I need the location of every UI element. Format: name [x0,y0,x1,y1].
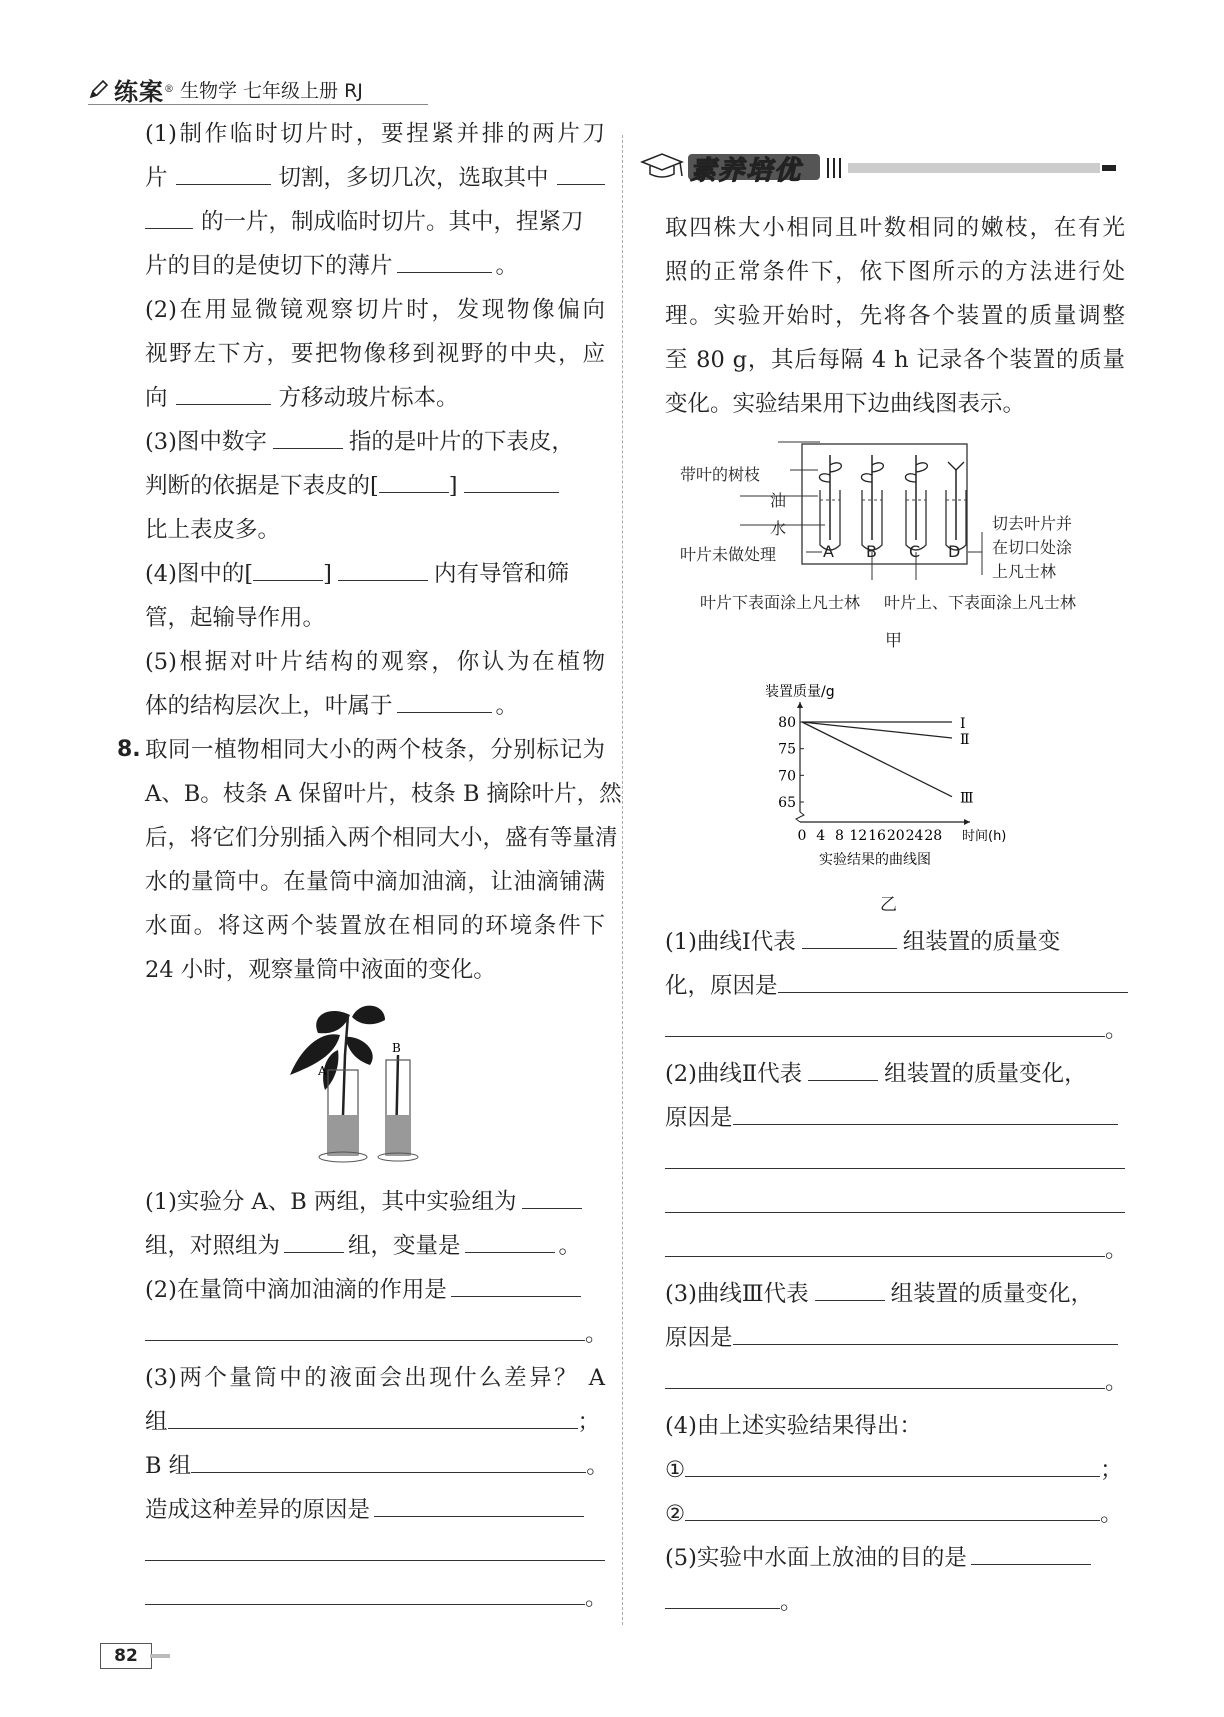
figure-caption-yi: 乙 [880,895,897,915]
header-rule [88,104,428,105]
x-axis-label: 时间(h) [962,829,1007,844]
answer-blank[interactable] [802,926,897,949]
q7-3-line1: (3)图中数字 指的是叶片的下表皮， [145,420,605,464]
answer-blank[interactable] [284,1230,344,1253]
q7-2-line3: 向 方移动玻片标本。 [145,376,605,420]
r2-line2: 原因是 [665,1096,1125,1140]
tube-c-label: C [909,542,921,561]
q7-1-line3: 的一片，制成临时切片。其中，捏紧刀 [145,200,605,244]
q7-3-line2: 判断的依据是下表皮的[ ] [145,464,605,508]
answer-blank[interactable] [665,1586,780,1609]
series-label: Ⅲ [960,790,974,807]
chart-title: 实验结果的曲线图 [819,852,931,868]
left-column [117,112,622,992]
q7-3-line3: 比上表皮多。 [145,517,281,543]
r2-line1: (2)曲线Ⅱ代表 组装置的质量变化， [665,1052,1125,1096]
r2-line5: 。 [665,1228,1125,1272]
r2-line4 [665,1184,1125,1228]
x-tick-label: 8 [835,828,844,844]
brand-name: 练案 [114,77,164,106]
answer-blank[interactable] [808,1058,878,1081]
label-d-treatment: 切去叶片并 在切口处涂 上凡士林 [992,514,1073,581]
answer-blank[interactable] [665,1366,1105,1389]
intro-line: 理。实验开始时，先将各个装置的质量调整 [665,303,1125,329]
label-oil: 油 [770,491,787,510]
r1-line1: (1)曲线Ⅰ代表 组装置的质量变 [665,920,1125,964]
answer-blank[interactable] [145,1582,585,1605]
intro-line: 取四株大小相同且叶数相同的嫩枝，在有光 [665,215,1125,241]
figure-jia [680,440,1120,655]
label-water: 水 [770,519,787,538]
label-untreated: 叶片未做处理 [680,545,777,564]
x-tick-label: 0 [797,828,807,844]
answer-blank[interactable] [815,1278,885,1301]
tube-b-label: B [866,542,877,561]
tube-d-label: D [948,542,961,561]
r1-line2: 化，原因是 [665,964,1125,1008]
q8-stem-line: 水的量筒中。在量筒中滴加油滴，让油滴铺满 [145,869,605,895]
intro-line: 变化。实验结果用下边曲线图表示。 [665,391,1026,417]
answer-blank[interactable] [397,250,492,273]
right-questions [665,920,1128,1624]
q8-3-line4: 造成这种差异的原因是 [145,1488,605,1532]
q8-subquestions [145,1180,609,1620]
r4-line2: ① ； [665,1448,1125,1492]
answer-blank[interactable] [971,1542,1091,1565]
q7-4-line1: (4)图中的[ ] 内有导管和筛 [145,552,605,596]
page-number: 82 [100,1643,152,1669]
column-divider [622,135,623,1625]
answer-blank[interactable] [176,382,271,405]
answer-blank[interactable] [145,1538,605,1561]
q8-3-line1: (3)两个量筒中的液面会出现什么差异？ A [145,1365,605,1391]
q8-3-line5 [145,1532,605,1576]
answer-blank[interactable] [464,470,559,493]
q8-3-line3: B 组 。 [145,1444,605,1488]
x-tick-label: 12 [849,828,868,844]
q8-1-line1: (1)实验分 A、B 两组，其中实验组为 [145,1180,605,1224]
q7-5-line2: 体的结构层次上，叶属于 。 [145,684,605,728]
axis-break-mark [796,812,804,822]
r3-line3: 。 [665,1360,1125,1404]
answer-blank[interactable] [665,1234,1105,1257]
graduation-cap-icon [642,154,682,170]
q7-4-line2: 管，起输导作用。 [145,605,326,631]
label-a: A [318,1064,327,1078]
label-b-treatment: 叶片下表面涂上凡士林 [700,593,861,612]
y-tick-label: 80 [778,715,796,731]
q8-3-line6: 。 [145,1576,605,1620]
q8 [117,728,622,992]
intro-line: 至 80 g，其后每隔 4 h 记录各个装置的质量 [665,347,1125,373]
x-tick-label: 4 [816,828,826,844]
q8-2-line2: 。 [145,1312,605,1356]
brand-mark: ® [164,83,174,95]
mass-line-chart [760,672,1060,882]
answer-blank[interactable] [379,470,449,493]
answer-blank[interactable] [733,1322,1118,1345]
answer-blank[interactable] [665,1190,1125,1213]
answer-blank[interactable] [374,1494,584,1517]
answer-blank[interactable] [733,1102,1118,1125]
branch-cylinder-figure [290,995,460,1165]
answer-blank[interactable] [685,1498,1100,1521]
answer-blank[interactable] [145,206,193,229]
r3-line1: (3)曲线Ⅲ代表 组装置的质量变化， [665,1272,1125,1316]
book-subject: 生物学 七年级上册 RJ [180,79,363,102]
answer-blank[interactable] [168,1406,578,1429]
q8-stem-line: 取同一植物相同大小的两个枝条，分别标记为 [145,737,605,763]
r4-line1: (4)由上述实验结果得出： [665,1413,922,1439]
right-intro [665,206,1125,426]
r1-line3: 。 [665,1008,1125,1052]
series-label: Ⅰ [960,716,966,732]
answer-blank[interactable] [176,162,271,185]
page-number-bar [150,1654,170,1658]
answer-blank[interactable] [253,558,323,581]
x-tick-label: 28 [924,828,943,844]
answer-blank[interactable] [522,1186,582,1209]
r4-line3: ② 。 [665,1492,1125,1536]
y-tick-label: 75 [778,741,796,758]
answer-blank[interactable] [273,426,343,449]
intro-line: 照的正常条件下，依下图所示的方法进行处 [665,259,1125,285]
y-tick-label: 70 [778,768,796,785]
x-axis-arrow [964,819,970,825]
q7-5-line1: (5)根据对叶片结构的观察，你认为在植物 [145,649,605,675]
series-line [802,722,952,797]
r5-line1: (5)实验中水面上放油的目的是 [665,1536,1125,1580]
answer-blank[interactable] [665,1014,1105,1037]
r3-line2: 原因是 [665,1316,1125,1360]
x-tick-label: 20 [886,828,905,844]
answer-blank[interactable] [665,1146,1125,1169]
r2-line3 [665,1140,1125,1184]
q7-1-line1: (1)制作临时切片时，要捏紧并排的两片刀 [145,121,605,147]
answer-blank[interactable] [465,1230,555,1253]
label-branch: 带叶的树枝 [680,465,761,484]
q8-stem-line: A、B。枝条 A 保留叶片，枝条 B 摘除叶片，然 [145,781,622,807]
q8-2-line1: (2)在量筒中滴加油滴的作用是 [145,1268,605,1312]
q7-1-line4: 片的目的是使切下的薄片 。 [145,244,605,288]
q8-stem-line: 后，将它们分别插入两个相同大小，盛有等量清 [145,825,618,851]
x-tick-label: 24 [905,828,924,844]
figure-caption-jia: 甲 [885,631,902,651]
q7-1-line2: 片 切割，多切几次，选取其中 [145,156,605,200]
q8-stem-line: 24 小时，观察量筒中液面的变化。 [145,957,496,983]
answer-blank[interactable] [397,690,492,713]
series-label: Ⅱ [960,732,970,748]
x-tick-label: 16 [868,828,886,844]
answer-blank[interactable] [338,558,428,581]
label-b: B [392,1041,401,1055]
answer-blank[interactable] [685,1454,1100,1477]
q8-3-line2: 组 ； [145,1400,605,1444]
q7-2-line1: (2)在用显微镜观察切片时，发现物像偏向 [145,297,605,323]
y-tick-label: 65 [778,795,796,811]
answer-blank[interactable] [557,162,605,185]
y-axis-arrow [797,702,803,708]
q8-number: 8. [117,737,141,762]
section-title: 素养培优 [690,156,803,186]
answer-blank[interactable] [451,1274,581,1297]
label-c-treatment: 叶片上、下表面涂上凡士林 [884,593,1077,612]
q7-2-line2: 视野左下方，要把物像移到视野的中央，应 [145,341,605,367]
answer-blank[interactable] [145,1318,585,1341]
series-line [802,722,952,738]
q8-1-line2: 组，对照组为 组，变量是 。 [145,1224,605,1268]
r5-line2: 。 [665,1580,1125,1624]
q8-stem-line: 水面。将这两个装置放在相同的环境条件下 [145,913,605,939]
pencil-icon [88,78,110,100]
answer-blank[interactable] [191,1450,586,1473]
answer-blank[interactable] [778,970,1128,993]
y-axis-label: 装置质量/g [765,684,835,700]
tube-a-label: A [823,542,834,561]
page-header [88,72,428,106]
